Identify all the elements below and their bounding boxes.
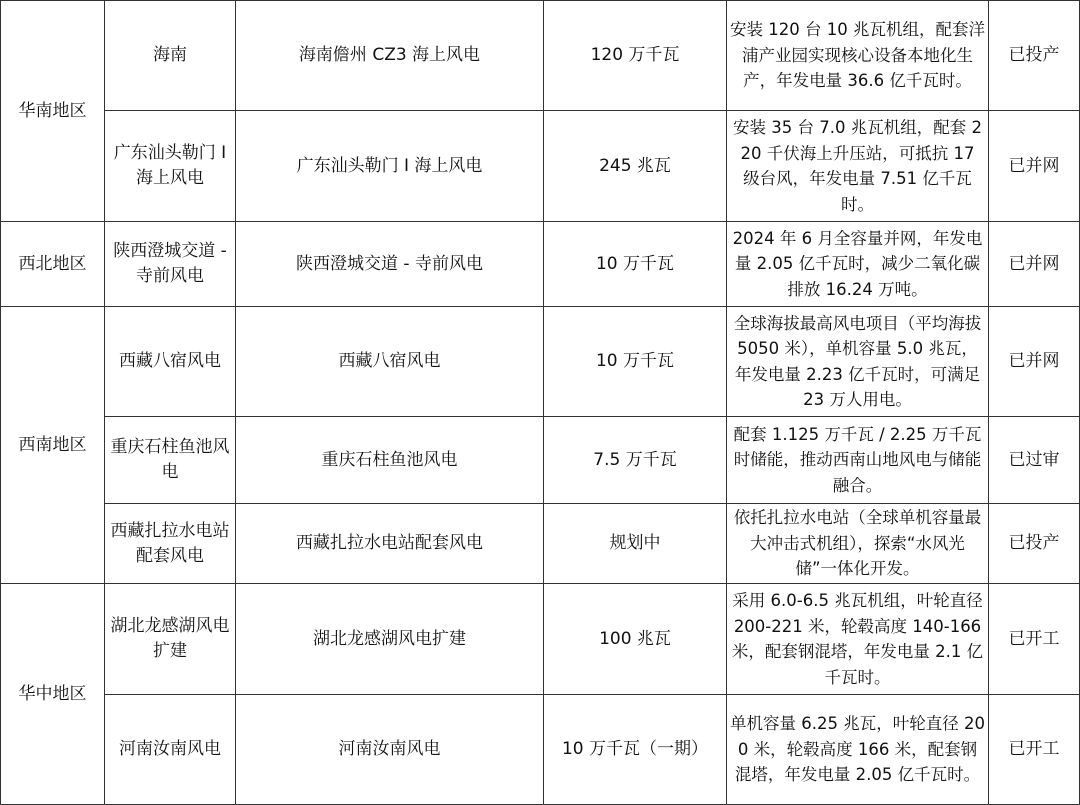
region-cell: 西北地区 [1, 222, 105, 307]
description-cell: 安装 120 台 10 兆瓦机组，配套洋浦产业园实现核心设备本地化生产，年发电量 36.6 亿千瓦时。 [727, 1, 989, 111]
project-short-name: 河南汝南风电 [105, 695, 236, 805]
project-name: 西藏八宿风电 [236, 307, 544, 417]
description-cell: 采用 6.0-6.5 兆瓦机组，叶轮直径 200-221 米，轮毂高度 140-166 米，配套钢混塔，年发电量 2.1 亿千瓦时。 [727, 584, 989, 695]
project-short-name: 重庆石柱鱼池风电 [105, 417, 236, 504]
project-short-name: 西藏扎拉水电站配套风电 [105, 504, 236, 584]
capacity-cell: 10 万千瓦 [544, 222, 727, 307]
status-cell: 已并网 [989, 307, 1080, 417]
capacity-cell: 100 兆瓦 [544, 584, 727, 695]
table-row [1, 111, 1080, 222]
status-cell: 已投产 [989, 1, 1080, 111]
table-row [1, 504, 1080, 584]
table-row [1, 307, 1080, 417]
project-name: 广东汕头勒门 I 海上风电 [236, 111, 544, 222]
status-cell: 已投产 [989, 504, 1080, 584]
capacity-cell: 245 兆瓦 [544, 111, 727, 222]
status-cell: 已并网 [989, 111, 1080, 222]
project-short-name: 陕西澄城交道 - 寺前风电 [105, 222, 236, 307]
capacity-cell: 7.5 万千瓦 [544, 417, 727, 504]
project-short-name: 湖北龙感湖风电扩建 [105, 584, 236, 695]
table-row [1, 417, 1080, 504]
project-short-name: 海南 [105, 1, 236, 111]
capacity-cell: 10 万千瓦（一期） [544, 695, 727, 805]
description-cell: 配套 1.125 万千瓦 / 2.25 万千瓦时储能，推动西南山地风电与储能融合。 [727, 417, 989, 504]
description-cell: 依托扎拉水电站（全球单机容量最大冲击式机组），探索“水风光储”一体化开发。 [727, 504, 989, 584]
project-name: 湖北龙感湖风电扩建 [236, 584, 544, 695]
project-short-name: 广东汕头勒门 I 海上风电 [105, 111, 236, 222]
table-row [1, 1, 1080, 111]
table-row [1, 222, 1080, 307]
region-cell: 西南地区 [1, 307, 105, 584]
status-cell: 已开工 [989, 695, 1080, 805]
project-name: 海南儋州 CZ3 海上风电 [236, 1, 544, 111]
capacity-cell: 120 万千瓦 [544, 1, 727, 111]
project-name: 河南汝南风电 [236, 695, 544, 805]
status-cell: 已并网 [989, 222, 1080, 307]
capacity-cell: 规划中 [544, 504, 727, 584]
region-cell: 华中地区 [1, 584, 105, 805]
description-cell: 全球海拔最高风电项目（平均海拔 5050 米），单机容量 5.0 兆瓦，年发电量 2.23 亿千瓦时，可满足 23 万人用电。 [727, 307, 989, 417]
table-row [1, 584, 1080, 695]
project-short-name: 西藏八宿风电 [105, 307, 236, 417]
table-row [1, 695, 1080, 805]
status-cell: 已过审 [989, 417, 1080, 504]
description-cell: 单机容量 6.25 兆瓦，叶轮直径 200 米，轮毂高度 166 米，配套钢混塔，年发电量 2.05 亿千瓦时。 [727, 695, 989, 805]
project-name: 重庆石柱鱼池风电 [236, 417, 544, 504]
description-cell: 2024 年 6 月全容量并网，年发电量 2.05 亿千瓦时，减少二氧化碳排放 16.24 万吨。 [727, 222, 989, 307]
project-name: 陕西澄城交道 - 寺前风电 [236, 222, 544, 307]
status-cell: 已开工 [989, 584, 1080, 695]
region-cell: 华南地区 [1, 1, 105, 222]
project-name: 西藏扎拉水电站配套风电 [236, 504, 544, 584]
capacity-cell: 10 万千瓦 [544, 307, 727, 417]
description-cell: 安装 35 台 7.0 兆瓦机组，配套 220 千伏海上升压站，可抵抗 17 级台风，年发电量 7.51 亿千瓦时。 [727, 111, 989, 222]
